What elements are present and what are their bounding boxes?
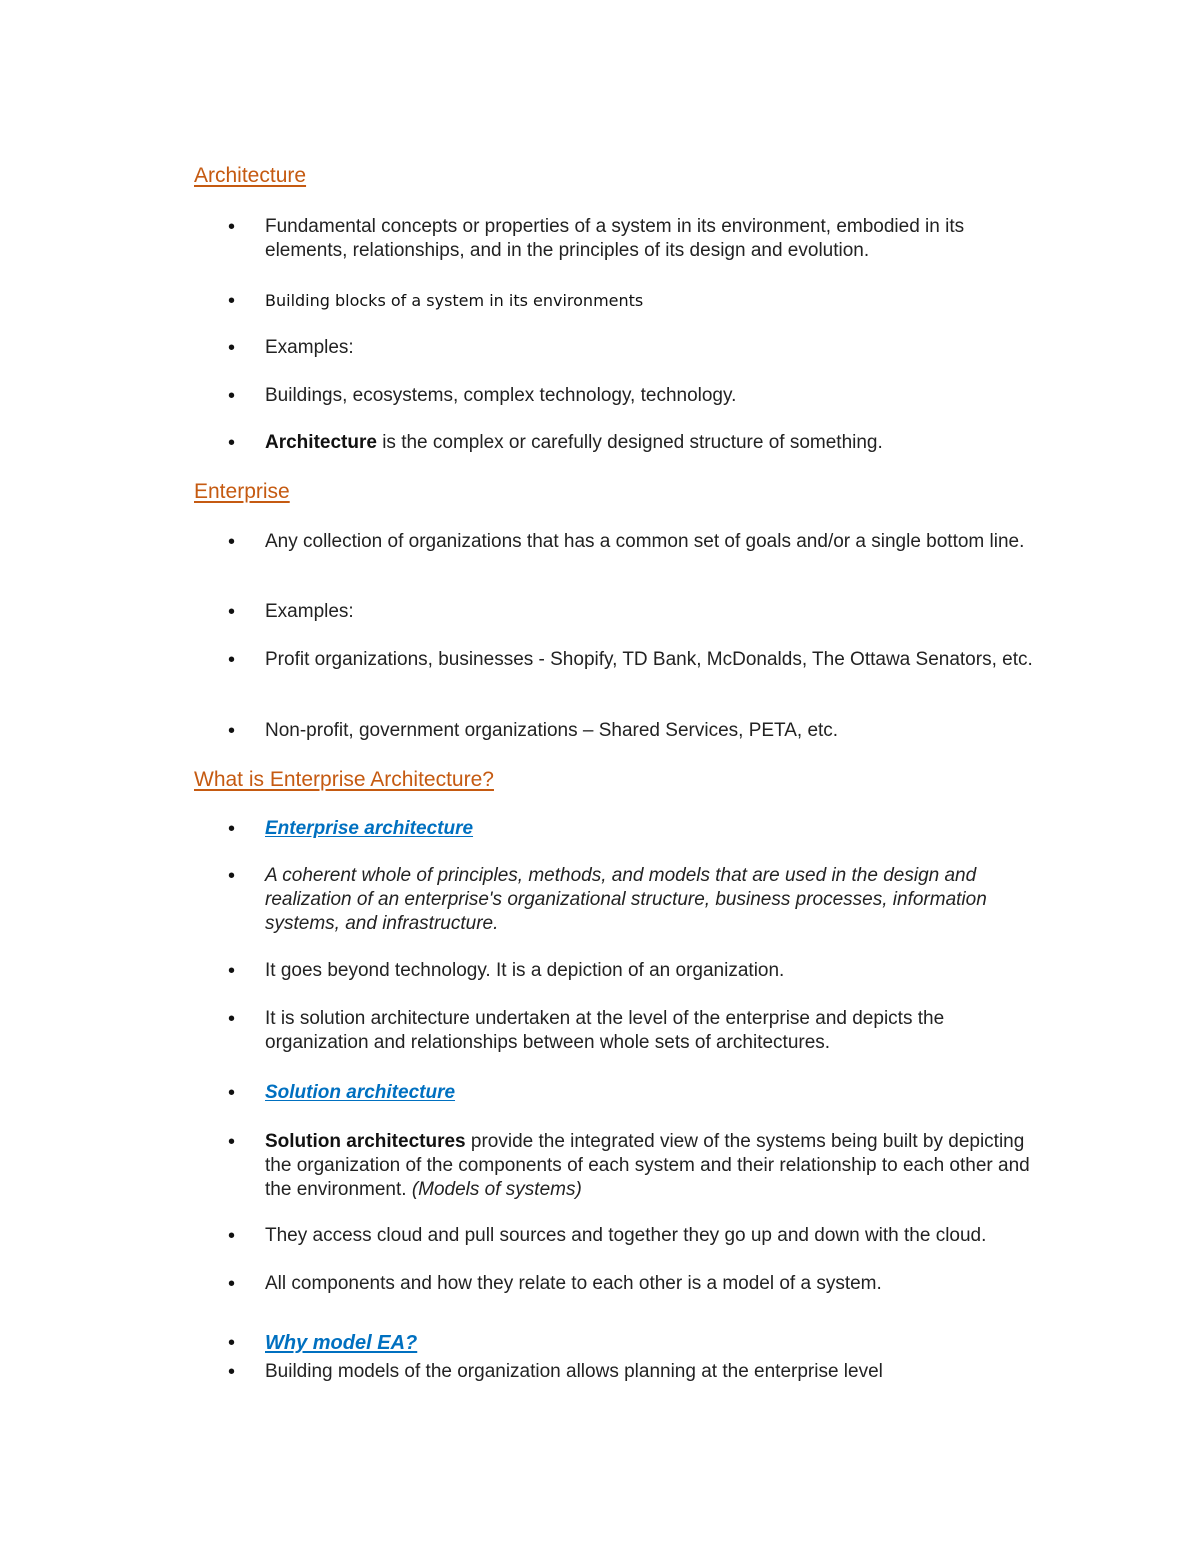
list-item <box>228 1081 1048 1105</box>
list-item: • Examples: <box>228 601 354 623</box>
list-item: • Fundamental concepts or properties of a system in its environment, embodied in its elements, relationships, and in the principles of its design and evolution. <box>228 216 965 261</box>
list-item: • Solution architectures provide the integrated view of the systems being built by depicting the organization of the components of each system and their relationship to each other and the environment. (Models of systems) <box>228 1131 1030 1200</box>
heading-what-is-ea: What is Enterprise Architecture? <box>194 768 494 791</box>
list-item: • Profit organizations, businesses - Shopify, TD Bank, McDonalds, The Ottawa Senators, etc. <box>228 649 1033 671</box>
bullet-icon: • <box>228 1008 236 1030</box>
heading-enterprise: Enterprise <box>194 480 290 503</box>
bullet-icon: • <box>228 818 236 840</box>
list-item: • A coherent whole of principles, methods, and models that are used in the design and realization of an enterprise's organizational structure, business processes, information systems, and infrastructure. <box>228 865 987 934</box>
bullet-icon: • <box>228 1332 236 1354</box>
bullet-icon: • <box>228 290 236 312</box>
bullet-icon: • <box>228 1361 236 1383</box>
bold-term: Architecture <box>265 432 377 453</box>
list-item: • Non-profit, government organizations – Shared Services, PETA, etc. <box>228 720 839 742</box>
bold-term: Solution architectures <box>265 1131 466 1152</box>
bullet-icon: • <box>228 531 236 553</box>
heading-architecture: Architecture <box>194 164 307 187</box>
bullet-icon: • <box>228 1131 236 1153</box>
solution-architecture-link[interactable]: Solution architecture <box>265 1082 456 1103</box>
list-item: • It is solution architecture undertaken at the level of the enterprise and depicts the organization and relationships between whole sets of architectures. <box>228 1008 945 1053</box>
bullet-icon: • <box>228 1082 236 1104</box>
bullet-icon: • <box>228 1273 236 1295</box>
bullet-icon: • <box>228 385 236 407</box>
list-item: • They access cloud and pull sources and together they go up and down with the cloud. <box>228 1225 987 1247</box>
list-item: • Any collection of organizations that has a common set of goals and/or a single bottom line. <box>228 531 1025 553</box>
bullet-icon: • <box>228 601 236 623</box>
bullet-icon: • <box>228 337 236 359</box>
bullet-icon: • <box>228 865 236 887</box>
enterprise-architecture-link[interactable]: Enterprise architecture <box>265 818 474 839</box>
list-item <box>228 817 1048 841</box>
list-item: • Building blocks of a system in its environments <box>228 290 644 312</box>
list-item: • Building models of the organization allows planning at the enterprise level <box>228 1361 883 1383</box>
why-model-ea-link[interactable]: Why model EA? <box>265 1332 418 1354</box>
bullet-icon: • <box>228 960 236 982</box>
bullet-icon: • <box>228 1225 236 1247</box>
bullet-icon: • <box>228 432 236 454</box>
list-item: • It goes beyond technology. It is a depiction of an organization. <box>228 960 785 982</box>
list-item: • Architecture is the complex or carefully designed structure of something. <box>228 432 883 454</box>
bullet-icon: • <box>228 649 236 671</box>
bullet-icon: • <box>228 720 236 742</box>
list-item <box>228 1331 1048 1356</box>
list-item: • All components and how they relate to each other is a model of a system. <box>228 1273 882 1295</box>
list-item: • Buildings, ecosystems, complex technology, technology. <box>228 385 737 407</box>
bullet-icon: • <box>228 216 236 238</box>
list-item: • Examples: <box>228 337 354 359</box>
